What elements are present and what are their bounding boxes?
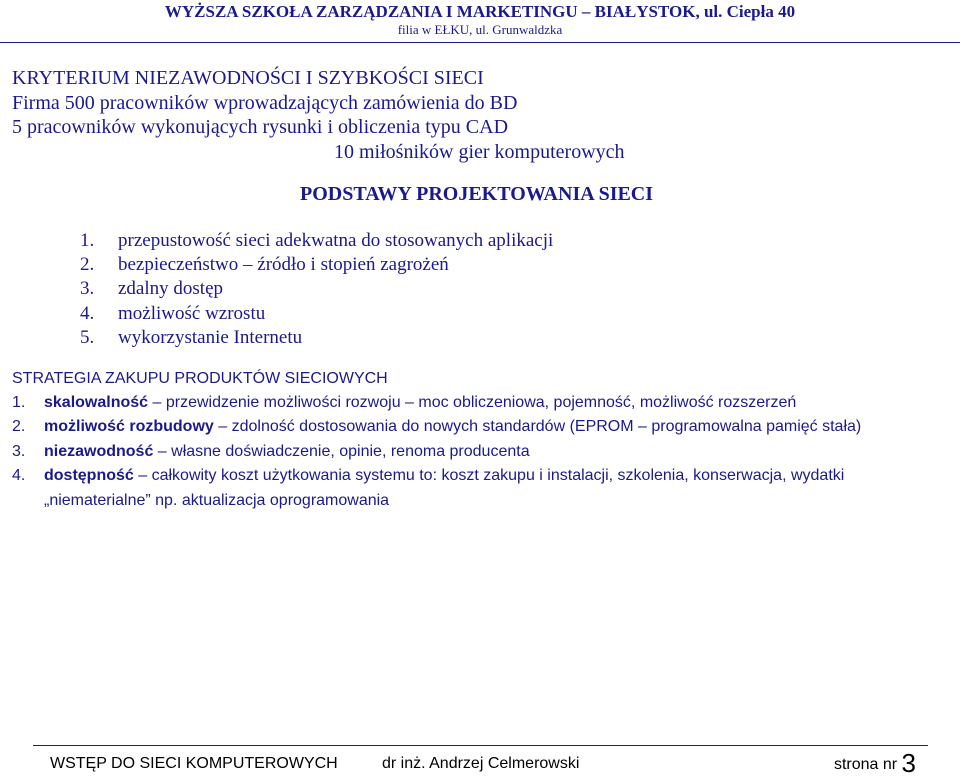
list-item-number: 5. xyxy=(80,326,95,348)
list-item-number: 4. xyxy=(80,302,95,324)
list-item-text: – zdolność dostosowania do nowych standardów (EPROM – programowalna pamięć stała) xyxy=(213,418,862,436)
school-name: WYŻSZA SZKOŁA ZARZĄDZANIA I MARKETINGU – BIAŁYSTOK, ul. Ciepła 40 xyxy=(164,2,796,21)
list-item xyxy=(80,253,553,277)
list-item-text: zdalny dostęp xyxy=(118,278,224,300)
criteria-line-orders: Firma 500 pracowników wprowadzających zamówienia do BD xyxy=(12,91,518,114)
list-item xyxy=(12,464,937,513)
list-item-text: – przewidzenie możliwości rozwoju – moc obliczeniowa, pojemność, możliwość rozszerzeń xyxy=(148,394,797,411)
list-item-text: – całkowity koszt użytkowania systemu to: koszt zakupu i instalacji, szkolenia, konserwacja, wydatki „niematerialne” np. aktualizacja oprogramowania xyxy=(44,467,845,509)
list-item xyxy=(80,302,553,326)
page-number: 3 xyxy=(901,748,916,778)
list-item-number: 4. xyxy=(12,467,26,485)
design-principles-title: PODSTAWY PROJEKTOWANIA SIECI xyxy=(300,183,654,205)
criteria-block xyxy=(12,66,625,164)
purchase-strategy-list xyxy=(12,391,937,513)
page-header xyxy=(0,2,960,38)
list-item-term: niezawodność xyxy=(44,442,154,460)
author-name: dr inż. Andrzej Celmerowski xyxy=(382,755,580,772)
list-item-number: 1. xyxy=(80,230,95,251)
list-item-text: możliwość wzrostu xyxy=(118,302,266,324)
page-label: strona nr xyxy=(833,756,898,773)
header-divider xyxy=(0,42,960,43)
list-item xyxy=(12,391,937,415)
list-item-number: 3. xyxy=(12,442,26,460)
criteria-title: KRYTERIUM NIEZAWODNOŚCI I SZYBKOŚCI SIECI xyxy=(12,67,484,89)
list-item xyxy=(80,277,553,301)
list-item-number: 3. xyxy=(80,278,95,300)
page-footer xyxy=(50,748,920,778)
list-item-text: – własne doświadczenie, opinie, renoma producenta xyxy=(153,442,530,460)
course-title: WSTĘP DO SIECI KOMPUTEROWYCH xyxy=(50,755,338,772)
list-item-number: 2. xyxy=(80,254,95,276)
list-item-number: 2. xyxy=(12,418,26,436)
criteria-line-gamers: 10 miłośników gier komputerowych xyxy=(334,140,625,163)
footer-divider xyxy=(33,745,928,746)
list-item-text: przepustowość sieci adekwatna do stosowanych aplikacji xyxy=(118,230,554,251)
list-item-text: bezpieczeństwo – źródło i stopień zagrożeń xyxy=(118,254,449,276)
design-principles-list xyxy=(80,229,553,350)
list-item xyxy=(12,440,937,464)
list-item-term: możliwość rozbudowy xyxy=(44,418,214,436)
list-item xyxy=(80,326,553,350)
list-item-number: 1. xyxy=(12,394,26,411)
list-item-term: skalowalność xyxy=(44,394,149,411)
list-item-term: dostępność xyxy=(44,467,134,485)
branch-address: filia w EŁKU, ul. Grunwaldzka xyxy=(397,22,563,37)
list-item xyxy=(80,229,553,253)
criteria-line-cad: 5 pracowników wykonujących rysunki i obliczenia typu CAD xyxy=(12,116,509,138)
list-item-text: wykorzystanie Internetu xyxy=(118,326,303,348)
purchase-strategy-title: STRATEGIA ZAKUPU PRODUKTÓW SIECIOWYCH xyxy=(12,370,388,387)
page-indicator xyxy=(834,748,916,779)
list-item xyxy=(12,415,937,439)
